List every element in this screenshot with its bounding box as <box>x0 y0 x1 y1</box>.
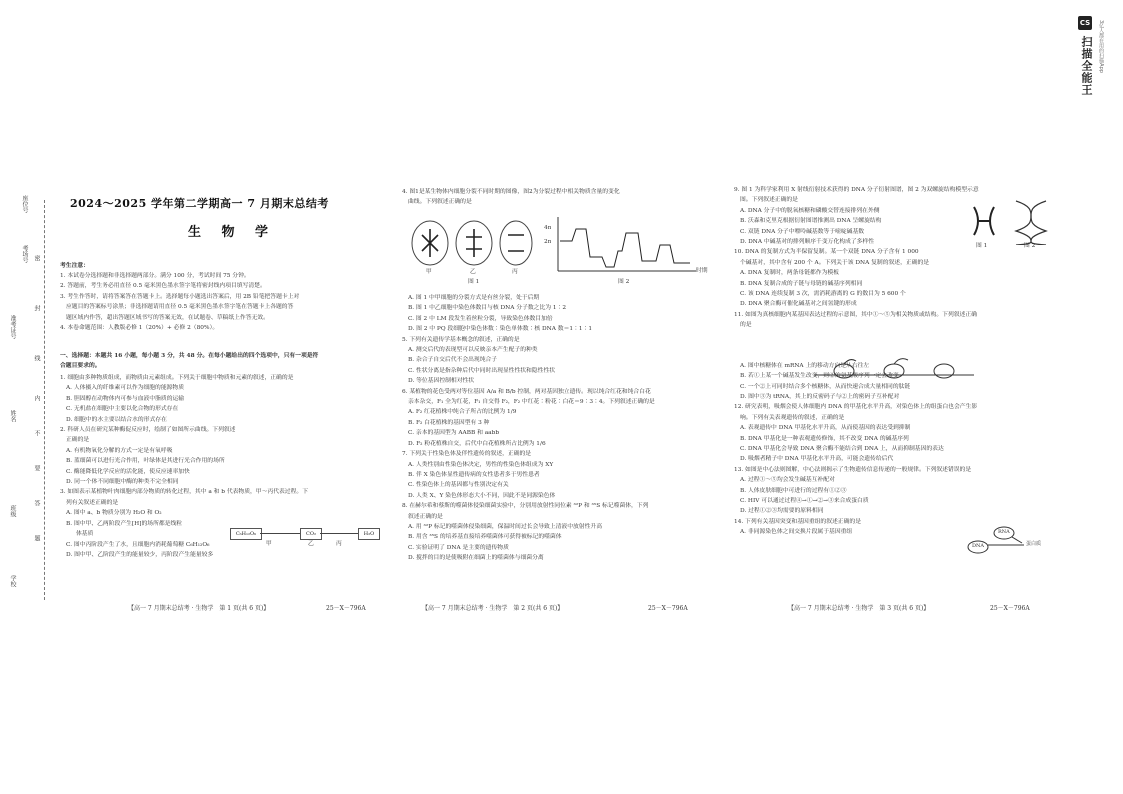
binding-seal-char: 题 <box>33 535 40 541</box>
option-line: C. 实验证明了 DNA 是主要的遗传物质 <box>408 544 509 551</box>
note-line: 应题目的答案标号涂黑；非选择题请用直径 0.5 毫米黑色墨水签字笔在答题卡上各题的答 <box>66 304 294 311</box>
option-line: C. 一个②上可同时结合多个核糖体，从而快速合成大量相同的肽链 <box>740 383 911 390</box>
page-footer: 【高一 7 月期末总结考 · 生物学 第 1 页(共 6 页)】 <box>128 605 270 612</box>
page-code: 25－X－796A <box>990 605 1030 612</box>
option-line: A. 人类性别由性染色体决定，男性的性染色体组成为 XY <box>408 461 554 468</box>
question-line: 9. 图 1 为科学家利用 X 射线衍射技术获得的 DNA 分子衍射图谱，图 2 为双螺旋结构模型示意 <box>734 187 979 193</box>
note-line: 4. 本卷命题范围：人教版必修 1（20%）+ 必修 2（80%）。 <box>60 325 219 332</box>
question-line: 响。下列有关表观遗传的叙述，正确的是 <box>740 414 845 421</box>
binding-seal-char: 答 <box>33 500 40 506</box>
exam-title: 2024～2025 学年第二学期高一 7 月期末总结考 <box>70 197 329 210</box>
option-line: A. 测交后代的表现型可以反映亲本产生配子的种类 <box>408 347 538 354</box>
option-line: 体基质 <box>76 531 94 538</box>
page-footer: 【高一 7 月期末总结考 · 生物学 第 3 页(共 6 页)】 <box>788 605 930 612</box>
binding-seal-char: 不 <box>33 430 40 436</box>
question-line: 图。下列叙述正确的是 <box>740 197 798 204</box>
question-line: 列有关叙述正确的是 <box>66 499 119 506</box>
question-column-2 <box>402 293 722 564</box>
binding-seal-char: 线 <box>33 355 40 361</box>
option-line: A. 图中 a、b 物质分别为 H₂O 和 O₂ <box>66 510 162 517</box>
cell-label: 乙 <box>470 269 476 275</box>
cell-division-figure <box>408 211 708 289</box>
axis-title: 时期 <box>696 268 708 274</box>
question-line: 8. 在赫尔希和蔡斯的噬菌体侵染细菌实验中，分别用放射性同位素 ³²P 和 ³⁵S 标记噬菌体，下列 <box>402 503 649 510</box>
question-line: 正确的是 <box>66 437 90 444</box>
figure-box: C₆H₁₂O₆ <box>230 528 262 540</box>
option-line: B. 图 1 中乙细胞中染色体数目与核 DNA 分子数之比为 1∶2 <box>408 305 567 312</box>
option-line: A. 有机物氧化分解的方式一定是有氧呼吸 <box>66 447 173 454</box>
option-line: D. 过程①②③均需要的原料相同 <box>740 508 824 515</box>
question-line: 14. 下列有关基因突变和基因重组的叙述正确的是 <box>734 518 861 525</box>
question-line: 12. 研究表明，吸烟会使人体细胞内 DNA 的甲基化水平升高，对染色体上的组蛋白也会产生影 <box>734 404 978 411</box>
section-line: 一、选择题：本题共 16 小题，每小题 3 分，共 48 分。在每小题给出的四个选项中，只有一项是符 <box>60 353 319 359</box>
option-line: C. 图中丙阶段产生了水，且细胞内消耗葡萄糖 C₆H₁₂O₆ <box>66 541 210 548</box>
binding-label-name: 姓名 <box>9 410 16 422</box>
question-line: 2. 科研人员在研究某种酶促反应时，绘制了如图所示曲线。下列叙述 <box>60 427 236 434</box>
question-column-2-top <box>402 187 722 208</box>
binding-seal-char: 密 <box>33 255 40 261</box>
binding-seal-char: 封 <box>33 305 40 311</box>
option-line: B. 伴 X 染色体显性遗传病的女性患者多于男性患者 <box>408 471 540 478</box>
double-helix-icon <box>1016 201 1046 245</box>
figure-arrow <box>260 533 300 534</box>
option-line: C. 性状分离是指杂种后代中同时出现显性性状和隐性性状 <box>408 367 556 374</box>
question-line: 6. 某植物的花色受两对等位基因 A/a 和 B/b 控制，两对基因独立遗传。现以纯合红花和纯合白花 <box>402 388 651 395</box>
option-line: A. 非同源染色体之间交换片段属于基因重组 <box>740 529 853 536</box>
figure-label: 乙 <box>308 541 314 547</box>
option-line: B. 蓝细菌可以进行光合作用，叶绿体是其进行光合作用的场所 <box>66 458 225 465</box>
figure-caption: 图 1 <box>468 279 480 285</box>
option-line: A. DNA 复制时，两条母链都作为模板 <box>740 270 839 277</box>
binding-seal-char: 要 <box>33 465 40 471</box>
page-3 <box>734 185 1054 615</box>
section-heading <box>60 351 390 372</box>
ribosome-icon <box>814 359 974 378</box>
option-line: B. 图中甲、乙两阶段产生[H]的场所都是线粒 <box>66 520 183 527</box>
option-line: C. 性染色体上的基因都与性别决定有关 <box>408 482 509 489</box>
note-line: 1. 本试卷分选择题和非选择题两部分。满分 100 分，考试时间 75 分钟。 <box>60 273 250 279</box>
figure-caption: 图 1 <box>976 243 988 249</box>
question-line: 曲线。下列叙述正确的是 <box>408 199 472 206</box>
binding-label-room: 考场号 <box>21 245 28 263</box>
option-line: D. 同一个体不同细胞中酶的种类不完全相同 <box>66 479 179 486</box>
dna-diffraction-figure <box>968 199 1054 249</box>
option-line: D. 人类 X、Y 染色体形态大小不同，因此不是同源染色体 <box>408 492 556 499</box>
option-line: B. F₂ 白花植株的基因型有 3 种 <box>408 419 490 426</box>
question-line: 叙述正确的是 <box>408 513 443 520</box>
ribosome-svg <box>804 357 984 385</box>
option-line: C. 双链 DNA 分子中嘌呤碱基数等于嘧啶碱基数 <box>740 228 865 235</box>
option-line: D. F₂ 粉花植株自交，后代中白花植株所占比例为 1/6 <box>408 440 546 447</box>
cell-label: 丙 <box>512 269 518 275</box>
binding-margin <box>6 195 44 605</box>
option-line: D. 等位基因控制相对性状 <box>408 378 475 385</box>
figure-box: H₂O <box>358 528 380 540</box>
watermark-subtitle: 3亿人都在用的扫描App <box>1098 20 1104 73</box>
option-line: D. 图中③为 tRNA，其上的反密码子与②上的密码子互补配对 <box>740 393 900 400</box>
option-line: A. 人体摄入的纤维素可以作为细胞的能源物质 <box>66 385 185 392</box>
option-line: D. 细胞中的水主要以结合水的形式存在 <box>66 416 167 423</box>
cell-division-svg <box>408 211 708 289</box>
protein-label: 蛋白质 <box>1026 541 1042 547</box>
figure-label: 丙 <box>336 541 342 547</box>
figure-caption: 图 2 <box>1024 243 1036 249</box>
option-line: B. 人体皮肤细胞中可进行的过程有①②③ <box>740 487 847 494</box>
option-line: B. 杂合子自交后代不会出现纯合子 <box>408 357 498 364</box>
option-line: A. 过程①～⑤均会发生碱基互补配对 <box>740 477 835 484</box>
question-line: 4. 图1是某生物体内细胞分裂不同时期的图像，图2为分裂过程中相关物质含量的变化 <box>402 189 620 195</box>
question-line: 亲本杂交，F₁ 全为红花，F₁ 自交得 F₂，F₂ 中红花∶粉花∶白花＝9∶3∶4。下列叙述正确的是 <box>408 399 655 406</box>
page-2 <box>402 185 722 615</box>
binding-label-ticket: 准考证号 <box>9 315 16 339</box>
rna-label: RNA <box>998 529 1010 535</box>
binding-label-school: 学校 <box>9 575 16 587</box>
option-line: B. DNA 甲基化是一种表观遗传修饰，其不改变 DNA 的碱基序列 <box>740 435 909 442</box>
option-line: D. 图 2 中 PQ 段细胞中染色体数∶染色单体数∶核 DNA 数＝1∶1∶1 <box>408 326 593 333</box>
option-line: C. 该 DNA 连续复制 3 次，需消耗游离的 G 的数目为 5 600 个 <box>740 291 906 298</box>
cell-icon <box>412 221 532 265</box>
question-line: 11. 如图为真核细胞内某基因表达过程的示意图，其中①～⑤为相关物质或结构。下列叙述正确 <box>734 311 977 318</box>
note-line: 3. 考生作答时，请将答案答在答题卡上。选择题每小题选出答案后，用 2B 铅笔把答题卡上对 <box>60 293 300 300</box>
option-line: A. 图中核糖体在 mRNA 上的移动方向是从右往左 <box>740 362 870 369</box>
page-code: 25－X－796A <box>326 605 366 612</box>
option-line: D. 吸烟者精子中 DNA 甲基化水平升高，可能会遗传给后代 <box>740 456 894 463</box>
option-line: D. 图中甲、乙阶段产生的能量较少，丙阶段产生能量较多 <box>66 551 214 558</box>
option-line: C. 图 2 中 LM 段发生着丝粒分裂，导致染色体数目加倍 <box>408 315 553 322</box>
option-line: A. F₂ 红花植株中纯合子所占的比例为 1/9 <box>408 409 517 416</box>
page-footer: 【高一 7 月期末总结考 · 生物学 第 2 页(共 6 页)】 <box>422 605 564 612</box>
question-line: 3. 如图表示某植物叶肉细胞内部分物质的转化过程，其中 a 和 b 代表物质，甲～丙代表过程。下 <box>60 489 308 496</box>
binding-seal-char: 内 <box>33 395 40 401</box>
dna-label: DNA <box>972 543 984 549</box>
option-line: C. 亲本的基因型为 AABB 和 aabb <box>408 430 500 437</box>
question-line: 13. 如图是中心法则图解，中心法则揭示了生物遗传信息传递的一般规律。下列叙述错误的是 <box>734 466 972 473</box>
binding-label-seat: 座位号 <box>21 195 28 213</box>
figure-box: CO₂ <box>300 528 322 540</box>
chart-axes-icon <box>558 217 696 271</box>
figure-label: 甲 <box>266 541 272 547</box>
option-line: A. DNA 分子中的脱氧核糖和磷酸交替连接排列在外侧 <box>740 207 880 214</box>
binding-dashed-line <box>44 200 45 600</box>
option-line: C. DNA 甲基化会导致 DNA 聚合酶不能结合到 DNA 上，从而抑制基因的表达 <box>740 445 944 452</box>
question-line: 个碱基对，其中含有 200 个 A。下列关于该 DNA 复制的叙述，正确的是 <box>740 259 930 266</box>
note-line: 题区域内作答，超出答题区域书写的答案无效，在试题卷、草稿纸上作答无效。 <box>66 314 269 321</box>
option-line: D. DNA 中碱基对的排列顺序千变万化构成了多样性 <box>740 239 875 246</box>
question-line: 10. DNA 的复制方式为半保留复制。某一个双链 DNA 分子含有 1 000 <box>734 249 919 256</box>
option-line: A. 用 ³²P 标记的噬菌体侵染细菌，保温时间过长会导致上清液中放射性升高 <box>408 523 603 530</box>
watermark-name: 扫描全能王 <box>1080 36 1093 96</box>
option-line: B. 沃森和克里克根据衍射图谱推测出 DNA 呈螺旋结构 <box>740 218 882 225</box>
axis-tick-label: 2n <box>544 239 552 245</box>
option-line: D. DNA 聚合酶可催化碱基对之间氢键的形成 <box>740 301 857 308</box>
subject-title: 生 物 学 <box>188 225 277 240</box>
option-line: B. 若①上某一个碱基发生改变，则②的氨基酸序列一定会改变 <box>740 373 899 380</box>
question-line: 7. 下列关于性染色体及伴性遗传的叙述，正确的是 <box>402 451 532 458</box>
option-line: B. 胆固醇在动物体内可参与血液中脂质的运输 <box>66 395 185 402</box>
option-line: C. 酶能降低化学反应的活化能，使反应速率加快 <box>66 468 190 475</box>
axis-tick-label: 4n <box>544 225 552 231</box>
xray-pattern-icon <box>974 207 994 235</box>
binding-label-class: 班级 <box>9 505 16 517</box>
option-line: D. 搅拌的目的是使吸附在细菌上的噬菌体与细菌分离 <box>408 555 544 562</box>
metabolism-figure <box>230 526 380 552</box>
option-line: C. 无机盐在细胞中主要以化合物的形式存在 <box>66 406 179 413</box>
option-line: B. DNA 复制合成的子链与母链的碱基序列相同 <box>740 280 863 287</box>
dna-helix-svg <box>968 199 1054 245</box>
option-line: A. 表观遗传中 DNA 甲基化水平升高，从而使基因的表达受到抑制 <box>740 425 911 432</box>
notes-box <box>60 271 390 333</box>
page-1 <box>60 185 390 615</box>
page-code: 25－X－796A <box>648 605 688 612</box>
question-line: 1. 细胞由多种物质组成，而物质由元素组成。下列关于细胞中物质和元素的叙述，正确的是 <box>60 375 294 381</box>
section-line: 合题目要求的。 <box>60 363 101 370</box>
question-line: 5. 下列有关遗传学基本概念的叙述，正确的是 <box>402 336 520 343</box>
camscanner-logo-icon: CS <box>1078 16 1092 30</box>
notes-title: 考生注意： <box>60 263 89 269</box>
translation-figure <box>804 357 984 385</box>
central-dogma-figure <box>964 523 1050 559</box>
question-line: 的是 <box>740 322 752 329</box>
figure-caption: 图 2 <box>618 279 630 285</box>
figure-arrow <box>320 533 358 534</box>
option-line: A. 图 1 中甲细胞的分裂方式是有丝分裂，处于后期 <box>408 295 540 301</box>
option-line: B. 用含 ³⁵S 的培养基直接培养噬菌体可获得被标记的噬菌体 <box>408 534 562 541</box>
option-line: C. HIV 可以通过过程④→①→②→③来合成蛋白质 <box>740 497 869 504</box>
cell-label: 甲 <box>426 269 432 275</box>
note-line: 2. 答题前，考生务必用直径 0.5 毫米黑色墨水签字笔将密封线内项目填写清楚。 <box>60 283 266 290</box>
